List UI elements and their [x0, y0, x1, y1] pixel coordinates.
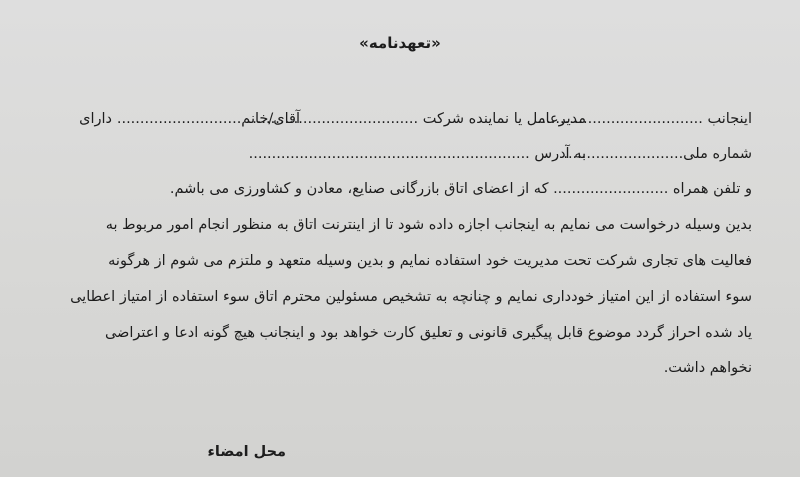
form-line-2-b: به آدرس ............................................................. [248, 146, 586, 162]
body-paragraph-line: نخواهم داشت. [663, 360, 752, 376]
document-title: «تعهدنامه» [359, 34, 441, 52]
form-line-1-c: آقای/خانم........................... [116, 111, 300, 127]
body-paragraph-line: بدین وسیله درخواست می نمایم به اینجانب اجازه داده شود تا از اینترنت اتاق به منظور انجام امور مربوط به [105, 217, 752, 233]
form-line-3: و تلفن همراه ......................... که از اعضای اتاق بازرگانی صنایع، معادن و کشاورزی می باشم. [169, 181, 752, 197]
body-paragraph-line: یاد شده احراز گردد موضوع قابل پیگیری قانونی و تعلیق کارت خواهد بود و اینجانب هیچ گونه ادعا و اعتراضی [104, 325, 752, 341]
form-line-2-a: شماره ملی.......................... [563, 146, 752, 162]
signature-label: محل امضاء [207, 444, 286, 460]
body-paragraph-line: سوء استفاده از این امتیاز خودداری نمایم و چنانچه به تشخیص مسئولین محترم اتاق سوء استفاده از امتیاز اعطایی [70, 289, 752, 305]
form-line-1-b: مدیرعامل یا نماینده شرکت .................................... [252, 111, 586, 127]
form-line-1-d: دارای [79, 111, 112, 127]
body-paragraph-line: فعالیت های تجاری شرکت تحت مدیریت خود استفاده نمایم و بدین وسیله متعهد و ملتزم می شوم از هرگونه [108, 253, 752, 269]
form-line-1-a: اینجانب .................................... [536, 111, 752, 127]
